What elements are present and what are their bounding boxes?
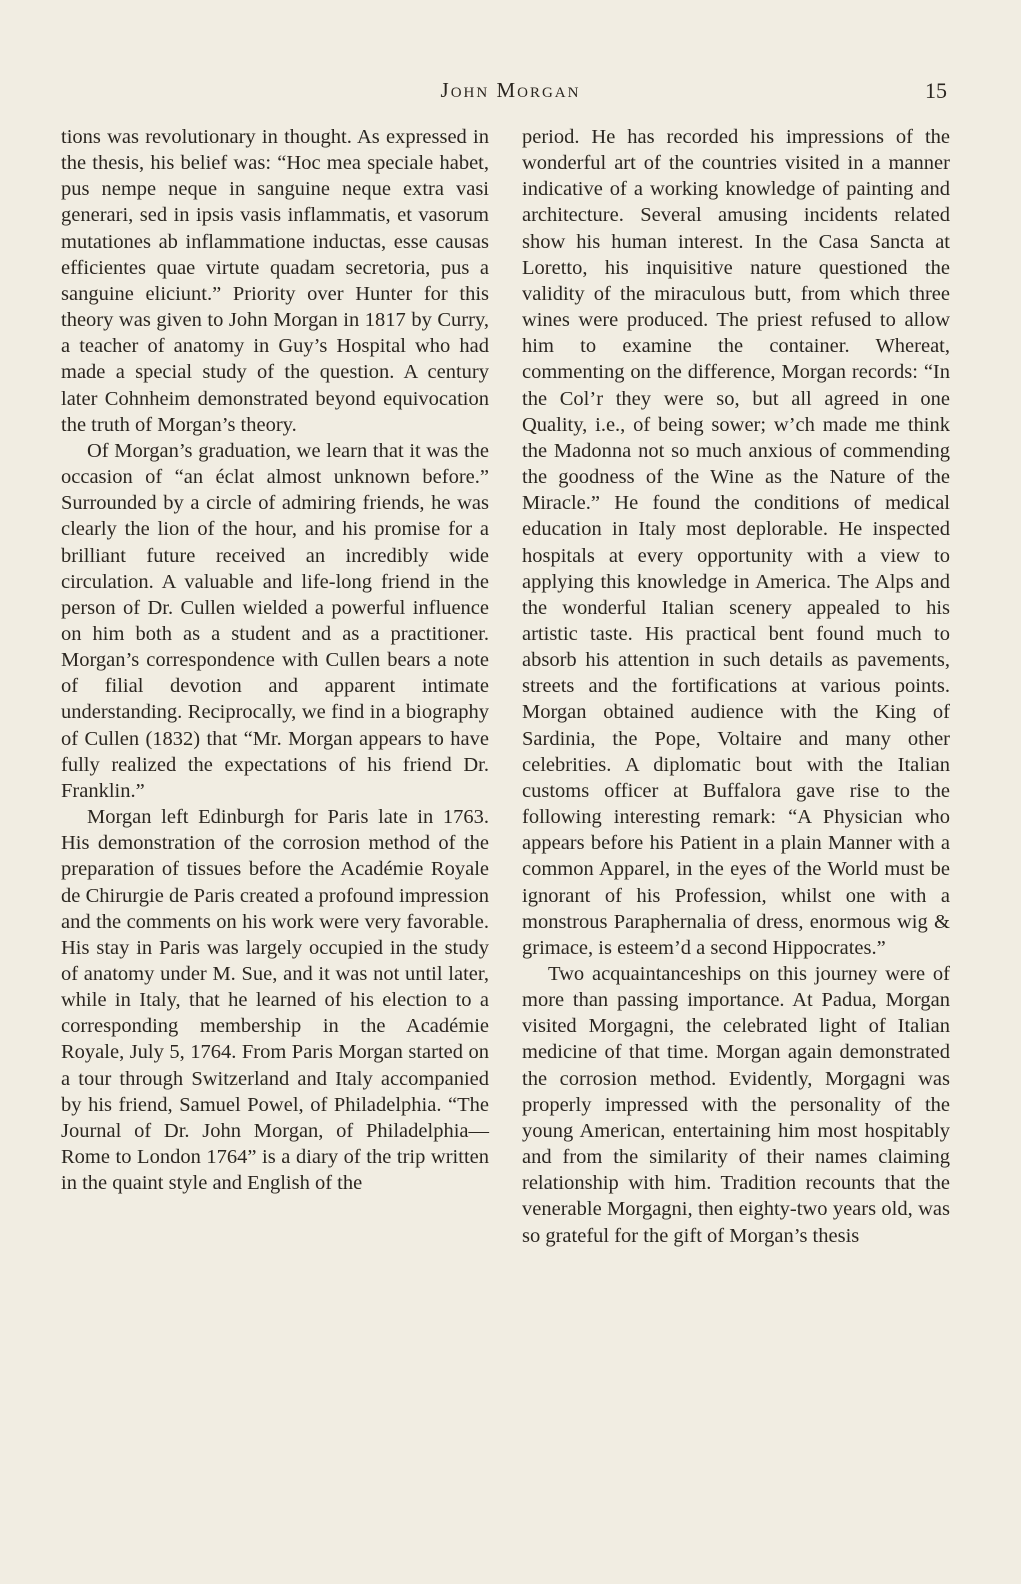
paragraph: Two acquaintanceships on this journey were of more than passing importance. At Padua, Morgan visited Morgagni, the celebrated light of Italian medicine of that time. Morgan again demonstrated the corrosion method. Evidently, Morgagni was properly impressed with the personality of the young American, entertaining him most hospitably and from the similarity of their names claiming relationship with him. Tradition recounts that the venerable Morgagni, then eighty-two years old, was so grateful for the gift of Morgan’s thesis (522, 963, 950, 1247)
right-column (522, 124, 950, 1249)
left-column (61, 124, 489, 1196)
running-head: John Morgan (440, 78, 581, 102)
paragraph: tions was revolutionary in thought. As expressed in the thesis, his belief was: “Hoc mea speciale habet, pus nempe neque in sanguine neque extra vasi generari, sed in ipsis vasis inflammatis, et vasorum mutationes ab inflammatione inductas, esse causas efficientes quae virtute quadam secretoria, pus a sanguine eliciunt.” Priority over Hunter for this theory was given to John Morgan in 1817 by Curry, a teacher of anatomy in Guy’s Hospital who had made a special study of the question. A century later Cohnheim demonstrated beyond equivocation the truth of Morgan’s theory. (61, 126, 489, 436)
paragraph: Morgan left Edinburgh for Paris late in 1763. His demonstration of the corrosion method of the preparation of tissues before the Académie Royale de Chirurgie de Paris created a profound impression and the comments on his work were very favorable. His stay in Paris was largely occupied in the study of anatomy under M. Sue, and it was not until later, while in Italy, that he learned of his election to a corresponding membership in the Académie Royale, July 5, 1764. From Paris Morgan started on a tour through Switzerland and Italy accompanied by his friend, Samuel Powel, of Philadelphia. “The Journal of Dr. John Morgan, of Philadelphia—Rome to London 1764” is a diary of the trip written in the quaint style and English of the (61, 806, 489, 1195)
page-number: 15 (925, 78, 947, 103)
paragraph: period. He has recorded his impressions of the wonderful art of the countries visited in a manner indicative of a working knowledge of painting and architecture. Several amusing incidents related show his human interest. In the Casa Sancta at Loretto, his inquisitive nature questioned the validity of the miraculous butt, from which three wines were produced. The priest refused to allow him to examine the container. Whereat, commenting on the difference, Morgan records: “In the Col’r they were so, but all agreed in one Quality, i.e., of being sower; w’ch made me think the Madonna not so much anxious of commending the goodness of the Wine as the Nature of the Miracle.” He found the conditions of medical education in Italy most deplorable. He inspected hospitals at every opportunity with a view to applying this knowledge in America. The Alps and the wonderful Italian scenery appealed to his artistic taste. His practical bent found much to absorb his attention in such details as pavements, streets and the fortifications at various points. Morgan obtained audience with the King of Sardinia, the Pope, Voltaire and many other celebrities. A diplomatic bout with the Italian customs officer at Buffalora gave rise to the following interesting remark: “A Physician who appears before his Patient in a plain Manner with a common Apparel, in the eyes of the World must be ignorant of his Profession, whilst one with a monstrous Paraphernalia of dress, enormous wig & grimace, is esteem’d a second Hippocrates.” (522, 126, 950, 959)
paragraph: Of Morgan’s graduation, we learn that it was the occasion of “an éclat almost unknown before.” Surrounded by a circle of admiring friends, he was clearly the lion of the hour, and his promise for a brilliant future received an incredibly wide circulation. A valuable and life-long friend in the person of Dr. Cullen wielded a powerful influence on him both as a student and as a practitioner. Morgan’s correspondence with Cullen bears a note of filial devotion and apparent intimate understanding. Reciprocally, we find in a biography of Cullen (1832) that “Mr. Morgan appears to have fully realized the expectations of his friend Dr. Franklin.” (61, 439, 489, 802)
